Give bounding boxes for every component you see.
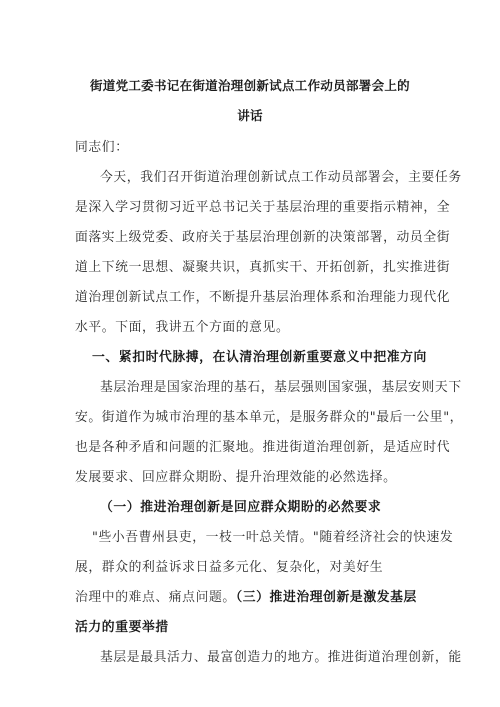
section-heading-1: 一、紧扣时代脉搏，在认清治理创新重要意义中把准方向 — [92, 350, 427, 365]
para1-line-3: 也是各种矛盾和问题的汇聚地。推进街道治理创新，是适应时代 — [75, 440, 451, 455]
intro-line-3: 面落实上级党委、政府关于基层治理创新的决策部署，动员全街 — [75, 230, 451, 245]
intro-line-4: 道上下统一思想、凝聚共识，真抓实干、开拓创新，扎实推进街 — [75, 260, 451, 275]
subheading-2-part1: （三）推进治理创新是激发基层 — [235, 590, 417, 605]
para2-line-2: 展，群众的利益诉求日益多元化、复杂化，对美好生 — [75, 560, 384, 575]
para1-line-2: 安。街道作为城市治理的基本单元，是服务群众的"最后一公里"， — [75, 410, 464, 425]
para2-line-1: "些小吾曹州县吏，一枝一叶总关情。"随着经济社会的快速发 — [92, 530, 454, 545]
para2-line-3-text: 治理中的难点、痛点问题。 — [75, 590, 236, 605]
subheading-2-part2: 活力的重要举措 — [75, 620, 169, 635]
subheading-1: （一）推进治理创新是回应群众期盼的必然要求 — [100, 500, 382, 515]
intro-line-2: 是深入学习贯彻习近平总书记关于基层治理的重要指示精神，全 — [75, 200, 451, 215]
intro-line-5: 道治理创新试点工作，不断提升基层治理体系和治理能力现代化 — [75, 290, 451, 305]
intro-line-1: 今天，我们召开街道治理创新试点工作动员部署会，主要任务 — [100, 170, 462, 185]
para1-line-4: 发展要求、回应群众期盼、提升治理效能的必然选择。 — [75, 470, 397, 485]
intro-line-6: 水平。下面，我讲五个方面的意见。 — [75, 320, 290, 335]
document-title-line2: 讲话 — [237, 108, 263, 123]
para2-line-3 — [75, 586, 417, 605]
para3-line-1: 基层是最具活力、最富创造力的地方。推进街道治理创新，能 — [100, 650, 462, 665]
para1-line-1: 基层治理是国家治理的基石，基层强则国家强，基层安则天下 — [100, 380, 462, 395]
salutation: 同志们： — [75, 140, 129, 155]
document-title-line1: 街道党工委书记在街道治理创新试点工作动员部署会上的 — [89, 78, 410, 93]
